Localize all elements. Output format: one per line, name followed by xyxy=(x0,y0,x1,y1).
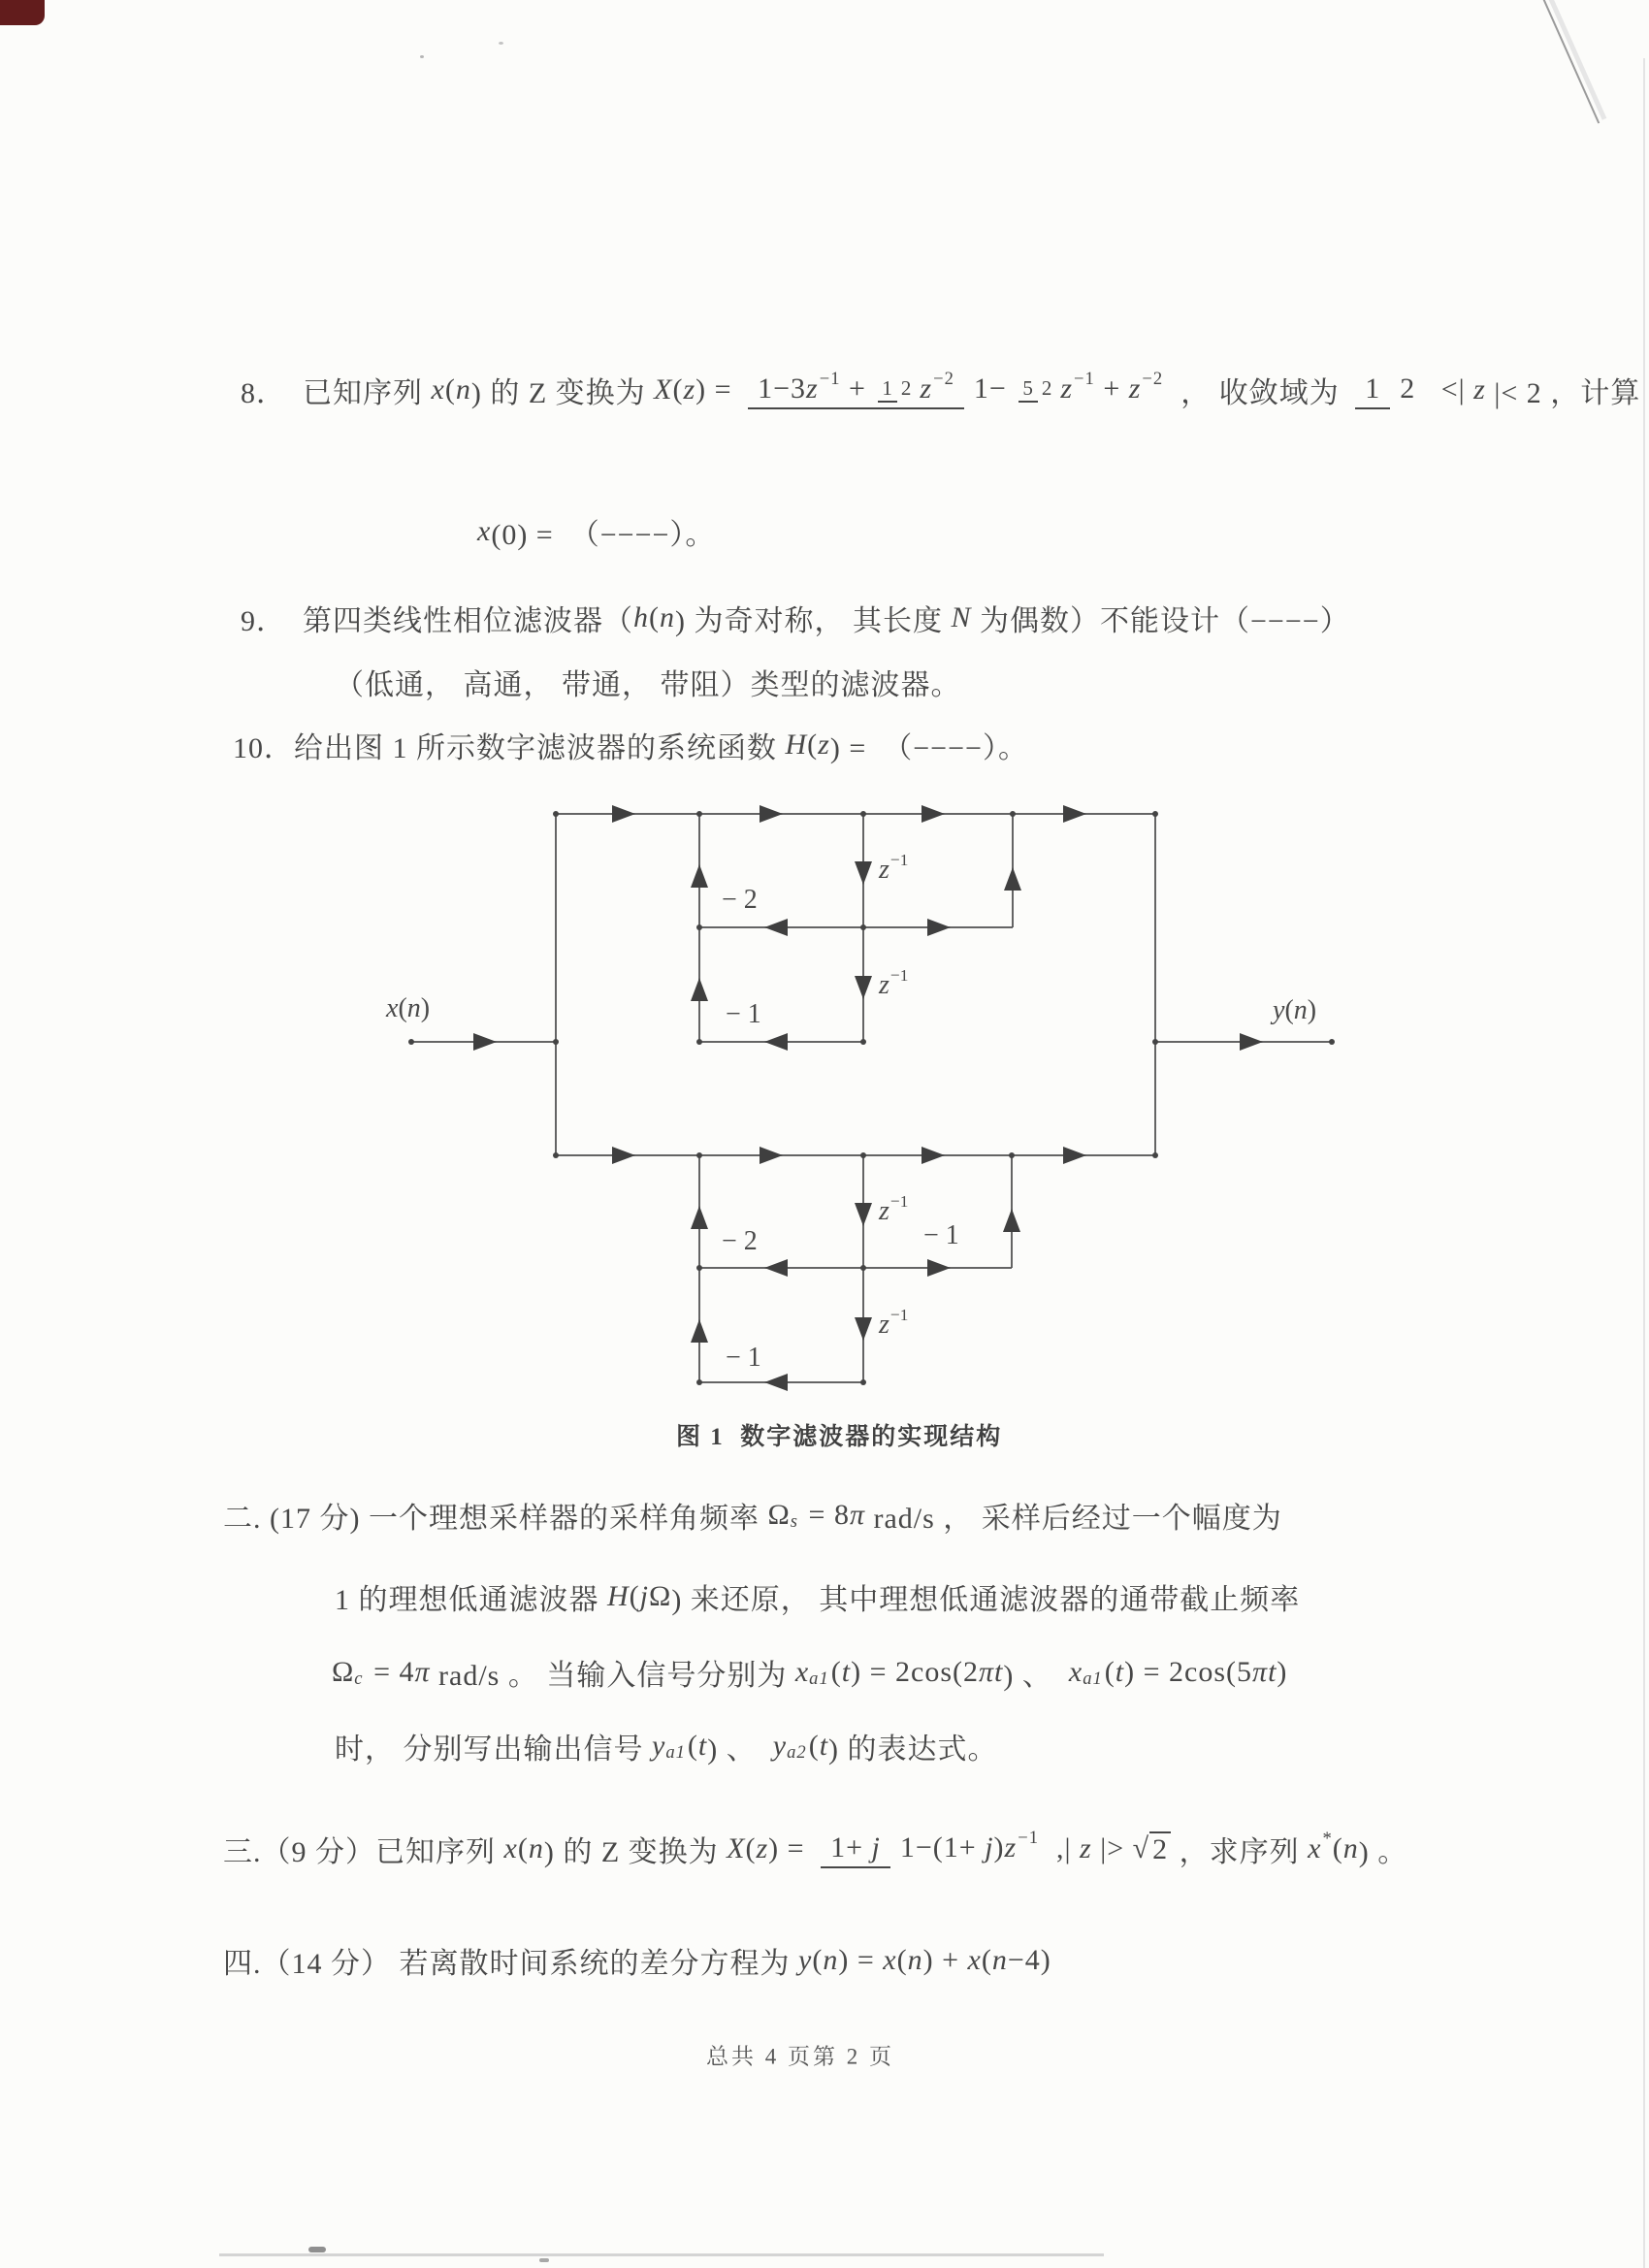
gain-label: − 1 xyxy=(726,999,761,1029)
section-2-line3: Ω c = 4 π rad/s 。 当输入信号分别为 x a1 ( t ) = 2cos(2 π t ) 、 x a1 ( t ) = 2cos(5 π t ) xyxy=(332,1656,1288,1692)
scan-speck xyxy=(420,55,424,58)
gain-label: − 2 xyxy=(722,1226,758,1256)
fig-arrowhead-icon xyxy=(764,1374,788,1391)
fig-arrowhead-icon xyxy=(922,805,945,823)
section-3-line: 三.（9 分）已知序列 x ( n ) 的 Z 变换为 X ( z ) = 1+ j 1−(1+ j ) z −1 ,| z |> √ 2 ，求序列 x * ( n ) 。 xyxy=(223,1828,1408,1868)
section-2-line4: 时， 分别写出输出信号 y a1 ( t ) 、 y a2 ( t ) 的表达式。 xyxy=(335,1730,998,1766)
fig-arrowhead-icon xyxy=(612,1147,635,1164)
question-8-line2: x (0) = （−−−−）。 xyxy=(477,515,716,551)
page-footer: 总共 4 页第 2 页 xyxy=(706,2044,894,2069)
fig-arrowhead-icon xyxy=(691,1319,708,1343)
scan-speck xyxy=(499,42,503,45)
fig-node xyxy=(696,1265,702,1271)
delay-label: z −1 xyxy=(879,1306,909,1340)
fig-node xyxy=(860,1039,866,1045)
fig-node xyxy=(860,1152,866,1158)
scan-speck xyxy=(539,2258,549,2262)
fig-arrowhead-icon xyxy=(1003,1209,1020,1232)
question-10-line: 10．给出图 1 所示数字滤波器的系统函数 H ( z ) = （−−−−）。 xyxy=(233,729,1028,764)
input-signal-label: x ( n ) xyxy=(386,993,431,1023)
fig-arrowhead-icon xyxy=(473,1033,497,1051)
scan-speck xyxy=(308,2247,326,2252)
fig-node xyxy=(696,924,702,930)
delay-label: z −1 xyxy=(879,851,909,885)
fig-arrowhead-icon xyxy=(760,805,783,823)
fig-node xyxy=(553,811,559,817)
fig-node xyxy=(1152,1039,1158,1045)
fig-node xyxy=(1009,1152,1015,1158)
section-4-line: 四.（14 分） 若离散时间系统的差分方程为 y ( n ) = x ( n ) + x ( n −4) xyxy=(223,1944,1051,1980)
fig-arrowhead-icon xyxy=(764,1033,788,1051)
fig-node xyxy=(696,1039,702,1045)
scan-right-edge xyxy=(1643,58,1645,2268)
output-signal-label: y ( n ) xyxy=(1273,995,1317,1025)
fig-arrowhead-icon xyxy=(1063,1147,1086,1164)
section-2-line1: 二. (17 分) 一个理想采样器的采样角频率 Ω s = 8 π rad/s ， 采样后经过一个幅度为 xyxy=(223,1499,1282,1535)
fig-arrowhead-icon xyxy=(764,919,788,936)
fig-branch xyxy=(555,814,557,1155)
fig-arrowhead-icon xyxy=(691,978,708,1001)
fig-arrowhead-icon xyxy=(1004,867,1021,891)
fig-node xyxy=(1010,811,1016,817)
fig-arrowhead-icon xyxy=(691,1206,708,1229)
fig-node xyxy=(860,1379,866,1385)
question-8-line1: 8． 已知序列 x ( n ) 的 Z 变换为 X ( z ) = 1−3 z −1 + 1 2 z −2 1− 5 2 z −1 + z −2 ， 收敛域为 1 2 <| z |< 2 ，计算 xyxy=(241,369,1641,409)
delay-label: z −1 xyxy=(879,1192,909,1226)
fig-arrowhead-icon xyxy=(855,861,872,885)
section-2-line2: 1 的理想低通滤波器 H ( j Ω ) 来还原， 其中理想低通滤波器的通带截止频率 xyxy=(335,1580,1301,1616)
gain-label: − 1 xyxy=(923,1220,959,1250)
fig-node xyxy=(696,1152,702,1158)
gain-label: − 1 xyxy=(726,1343,761,1373)
fig-node xyxy=(1152,1152,1158,1158)
fig-node xyxy=(553,1039,559,1045)
scan-corner-mark xyxy=(0,0,45,25)
fig-arrowhead-icon xyxy=(760,1147,783,1164)
fig-arrowhead-icon xyxy=(691,864,708,888)
fig-node xyxy=(1329,1039,1335,1045)
fig-arrowhead-icon xyxy=(922,1147,945,1164)
fig-node xyxy=(696,811,702,817)
question-9-line2: （低通， 高通， 带通， 带阻）类型的滤波器。 xyxy=(335,669,961,701)
fig-arrowhead-icon xyxy=(855,1203,872,1226)
fig-node xyxy=(1152,811,1158,817)
fig-node xyxy=(696,1379,702,1385)
fig-arrowhead-icon xyxy=(764,1259,788,1277)
fig-branch xyxy=(1154,814,1156,1155)
fig-arrowhead-icon xyxy=(855,976,872,999)
fig-node xyxy=(860,924,866,930)
fig-arrowhead-icon xyxy=(855,1317,872,1341)
delay-label: z −1 xyxy=(879,966,909,1000)
fig-node xyxy=(860,811,866,817)
fig-arrowhead-icon xyxy=(612,805,635,823)
fig-arrowhead-icon xyxy=(927,1259,951,1277)
scan-bottom-streak xyxy=(219,2253,1104,2256)
figure-caption: 图 1 数字滤波器的实现结构 xyxy=(676,1424,1003,1450)
fig-arrowhead-icon xyxy=(927,919,951,936)
fig-arrowhead-icon xyxy=(1063,805,1086,823)
fig-arrowhead-icon xyxy=(1240,1033,1263,1051)
question-9-line1: 9． 第四类线性相位滤波器（ h ( n ) 为奇对称， 其长度 N 为偶数）不能设计（−−−−） xyxy=(241,601,1350,637)
fig-node xyxy=(553,1152,559,1158)
fig-node xyxy=(860,1265,866,1271)
gain-label: − 2 xyxy=(722,885,758,915)
fig-node xyxy=(408,1039,414,1045)
